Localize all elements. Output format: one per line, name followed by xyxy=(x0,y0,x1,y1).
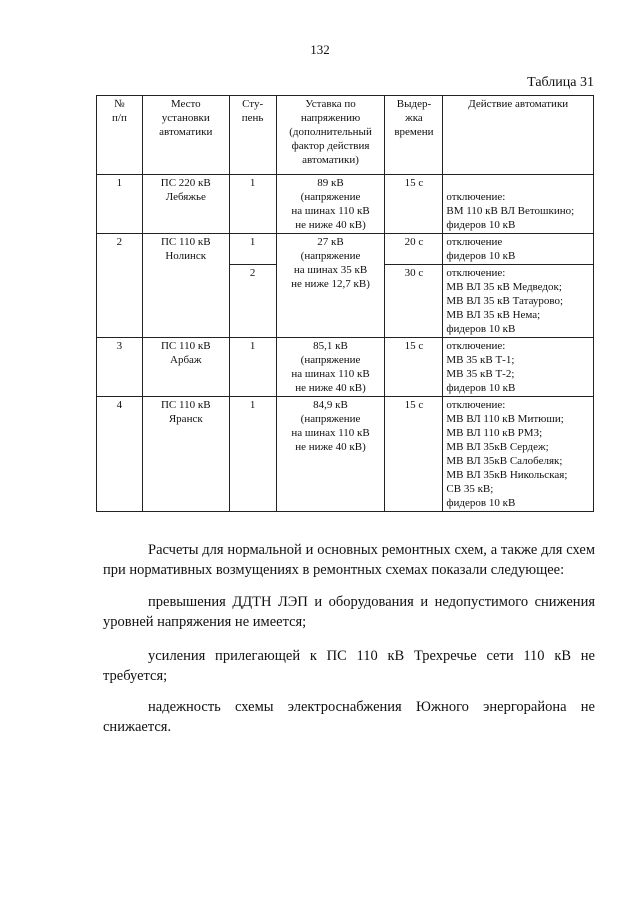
paragraph-results: Расчеты для нормальной и основных ремонтных схем, а также для схем при нормативных возмущениях в ремонтных схемах показали следующее: xyxy=(103,542,595,578)
row-place: ПС 110 кВ Арбаж xyxy=(142,338,229,397)
row-stage: 1 xyxy=(229,234,276,265)
header-place: Место установки автоматики xyxy=(142,96,229,175)
row-delay: 15 с xyxy=(385,338,443,397)
paragraph-reliability: надежность схемы электроснабжения Южного энергорайона не снижается. xyxy=(103,699,595,735)
row-delay: 15 с xyxy=(385,397,443,512)
row-place: ПС 110 кВ Нолинск xyxy=(142,234,229,338)
row-delay: 20 с xyxy=(385,234,443,265)
row-place: ПС 220 кВ Лебяжье xyxy=(142,175,229,234)
paragraph-reinforcement: усиления прилегающей к ПС 110 кВ Трехречье сети 110 кВ не требуется; xyxy=(103,648,595,684)
row-place: ПС 110 кВ Яранск xyxy=(142,397,229,512)
row-setting: 85,1 кВ (напряжение на шинах 110 кВ не ниже 40 кВ) xyxy=(276,338,385,397)
row-stage: 2 xyxy=(229,265,276,338)
row-delay: 30 с xyxy=(385,265,443,338)
header-action: Действие автоматики xyxy=(443,96,594,175)
table-header-row xyxy=(97,96,594,175)
table-row xyxy=(97,397,594,512)
row-num: 2 xyxy=(97,234,143,338)
row-num: 1 xyxy=(97,175,143,234)
header-num: № п/п xyxy=(97,96,143,175)
row-action: отключение фидеров 10 кВ xyxy=(443,234,594,265)
header-stage: Сту- пень xyxy=(229,96,276,175)
row-delay: 15 с xyxy=(385,175,443,234)
header-setting: Уставка по напряжению (дополнительный фактор действия автоматики) xyxy=(276,96,385,175)
row-setting: 89 кВ (напряжение на шинах 110 кВ не ниже 40 кВ) xyxy=(276,175,385,234)
row-setting: 84,9 кВ (напряжение на шинах 110 кВ не ниже 40 кВ) xyxy=(276,397,385,512)
row-stage: 1 xyxy=(229,338,276,397)
table-caption: Таблица 31 xyxy=(527,75,594,90)
header-delay: Выдер- жка времени xyxy=(385,96,443,175)
row-stage: 1 xyxy=(229,175,276,234)
row-action: отключение: МВ ВЛ 110 кВ Митюши; МВ ВЛ 110 кВ РМЗ; МВ ВЛ 35кВ Сердеж; МВ ВЛ 35кВ Салобеляк; МВ ВЛ 35кВ Никольская; СВ 35 кВ; фидеров 10 кВ xyxy=(443,397,594,512)
automation-table xyxy=(96,95,594,512)
page-number: 132 xyxy=(310,42,330,57)
row-action: отключение: ВМ 110 кВ ВЛ Ветошкино; фидеров 10 кВ xyxy=(443,175,594,234)
table-row xyxy=(97,338,594,397)
row-num: 3 xyxy=(97,338,143,397)
paragraph-overload: превышения ДДТН ЛЭП и оборудования и недопустимого снижения уровней напряжения не имеется; xyxy=(103,594,595,630)
row-action: отключение: МВ ВЛ 35 кВ Медведок; МВ ВЛ 35 кВ Татаурово; МВ ВЛ 35 кВ Нема; фидеров 10 кВ xyxy=(443,265,594,338)
row-num: 4 xyxy=(97,397,143,512)
row-action: отключение: МВ 35 кВ Т-1; МВ 35 кВ Т-2; фидеров 10 кВ xyxy=(443,338,594,397)
table-row xyxy=(97,175,594,234)
row-stage: 1 xyxy=(229,397,276,512)
row-setting: 27 кВ (напряжение на шинах 35 кВ не ниже 12,7 кВ) xyxy=(276,234,385,338)
table-row xyxy=(97,234,594,265)
